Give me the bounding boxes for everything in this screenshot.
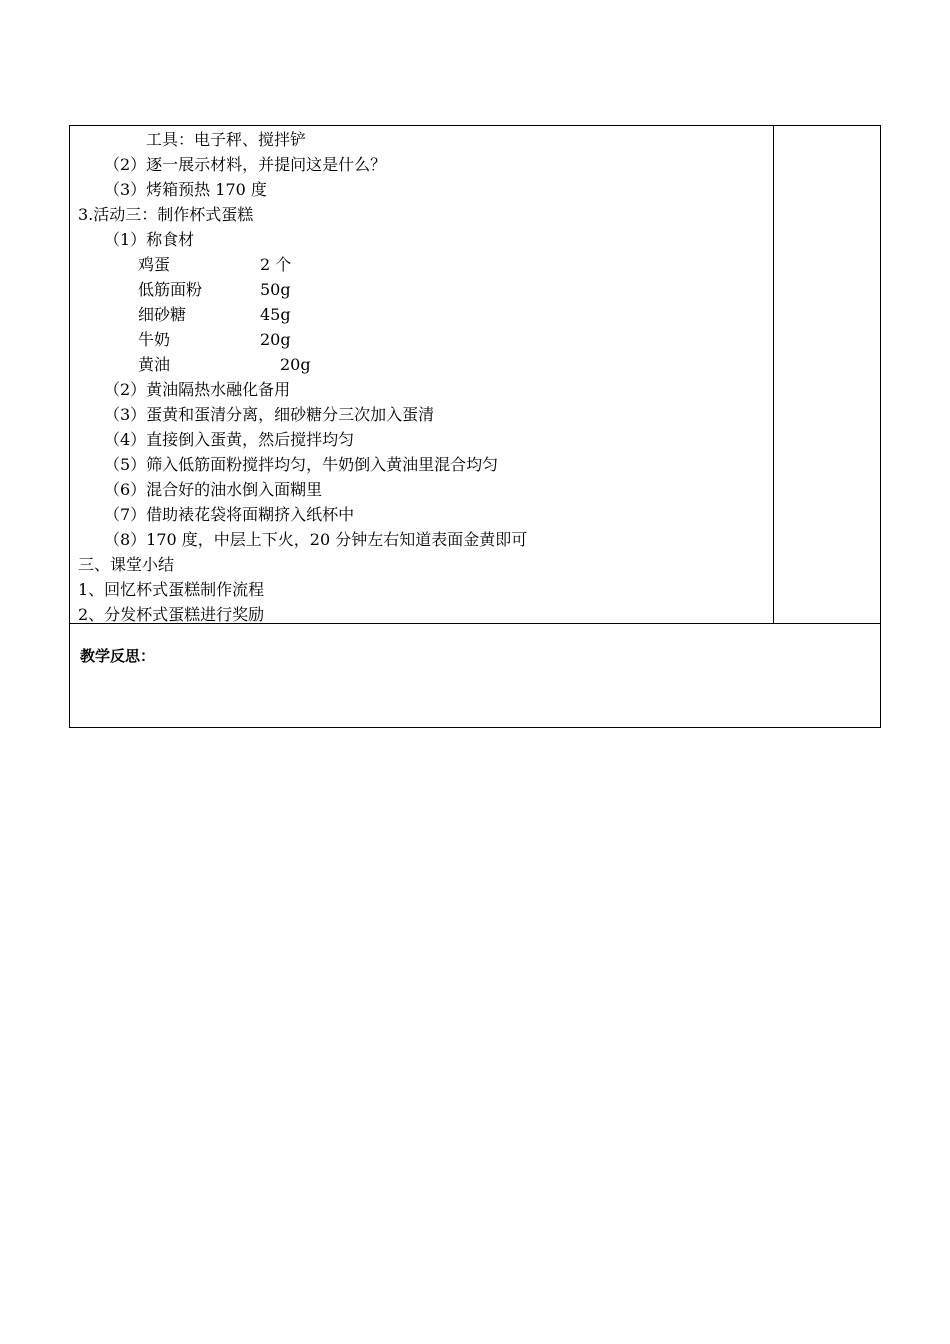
summary-title: 三、课堂小结 <box>78 555 175 574</box>
summary-item: 2、分发杯式蛋糕进行奖励 <box>78 605 265 624</box>
ingredient-amount: 50g <box>260 280 291 299</box>
step-item: （2）黄油隔热水融化备用 <box>104 380 291 399</box>
ingredient-amount: 20g <box>260 330 291 349</box>
step-item: （8）170 度，中层上下火，20 分钟左右知道表面金黄即可 <box>104 530 528 549</box>
step-item: （3）蛋黄和蛋清分离，细砂糖分三次加入蛋清 <box>104 405 435 424</box>
lesson-plan-table <box>69 125 881 728</box>
teaching-reflection-label: 教学反思： <box>80 647 156 665</box>
step-show-materials: （2）逐一展示材料，并提问这是什么？ <box>104 155 387 174</box>
tools-line: 工具：电子秤、搅拌铲 <box>146 130 307 149</box>
step-item: （7）借助裱花袋将面糊挤入纸杯中 <box>104 505 355 524</box>
weigh-ingredients-title: （1）称食材 <box>104 230 195 249</box>
activity3-title: 3.活动三：制作杯式蛋糕 <box>78 205 254 224</box>
ingredient-name: 细砂糖 <box>138 305 187 324</box>
ingredient-name: 鸡蛋 <box>138 255 171 274</box>
step-preheat-oven: （3）烤箱预热 170 度 <box>104 180 267 199</box>
lesson-content-cell <box>70 126 774 624</box>
teaching-reflection-cell <box>70 624 880 727</box>
ingredient-name: 牛奶 <box>138 330 171 349</box>
step-item: （4）直接倒入蛋黄，然后搅拌均匀 <box>104 430 355 449</box>
ingredient-amount: 45g <box>260 305 291 324</box>
notes-cell <box>774 126 880 624</box>
summary-item: 1、回忆杯式蛋糕制作流程 <box>78 580 265 599</box>
ingredient-amount: 2 个 <box>260 255 292 274</box>
ingredient-amount: 20g <box>280 355 311 374</box>
step-item: （6）混合好的油水倒入面糊里 <box>104 480 323 499</box>
ingredient-name: 黄油 <box>138 355 171 374</box>
ingredient-name: 低筋面粉 <box>138 280 203 299</box>
step-item: （5）筛入低筋面粉搅拌均匀，牛奶倒入黄油里混合均匀 <box>104 455 499 474</box>
